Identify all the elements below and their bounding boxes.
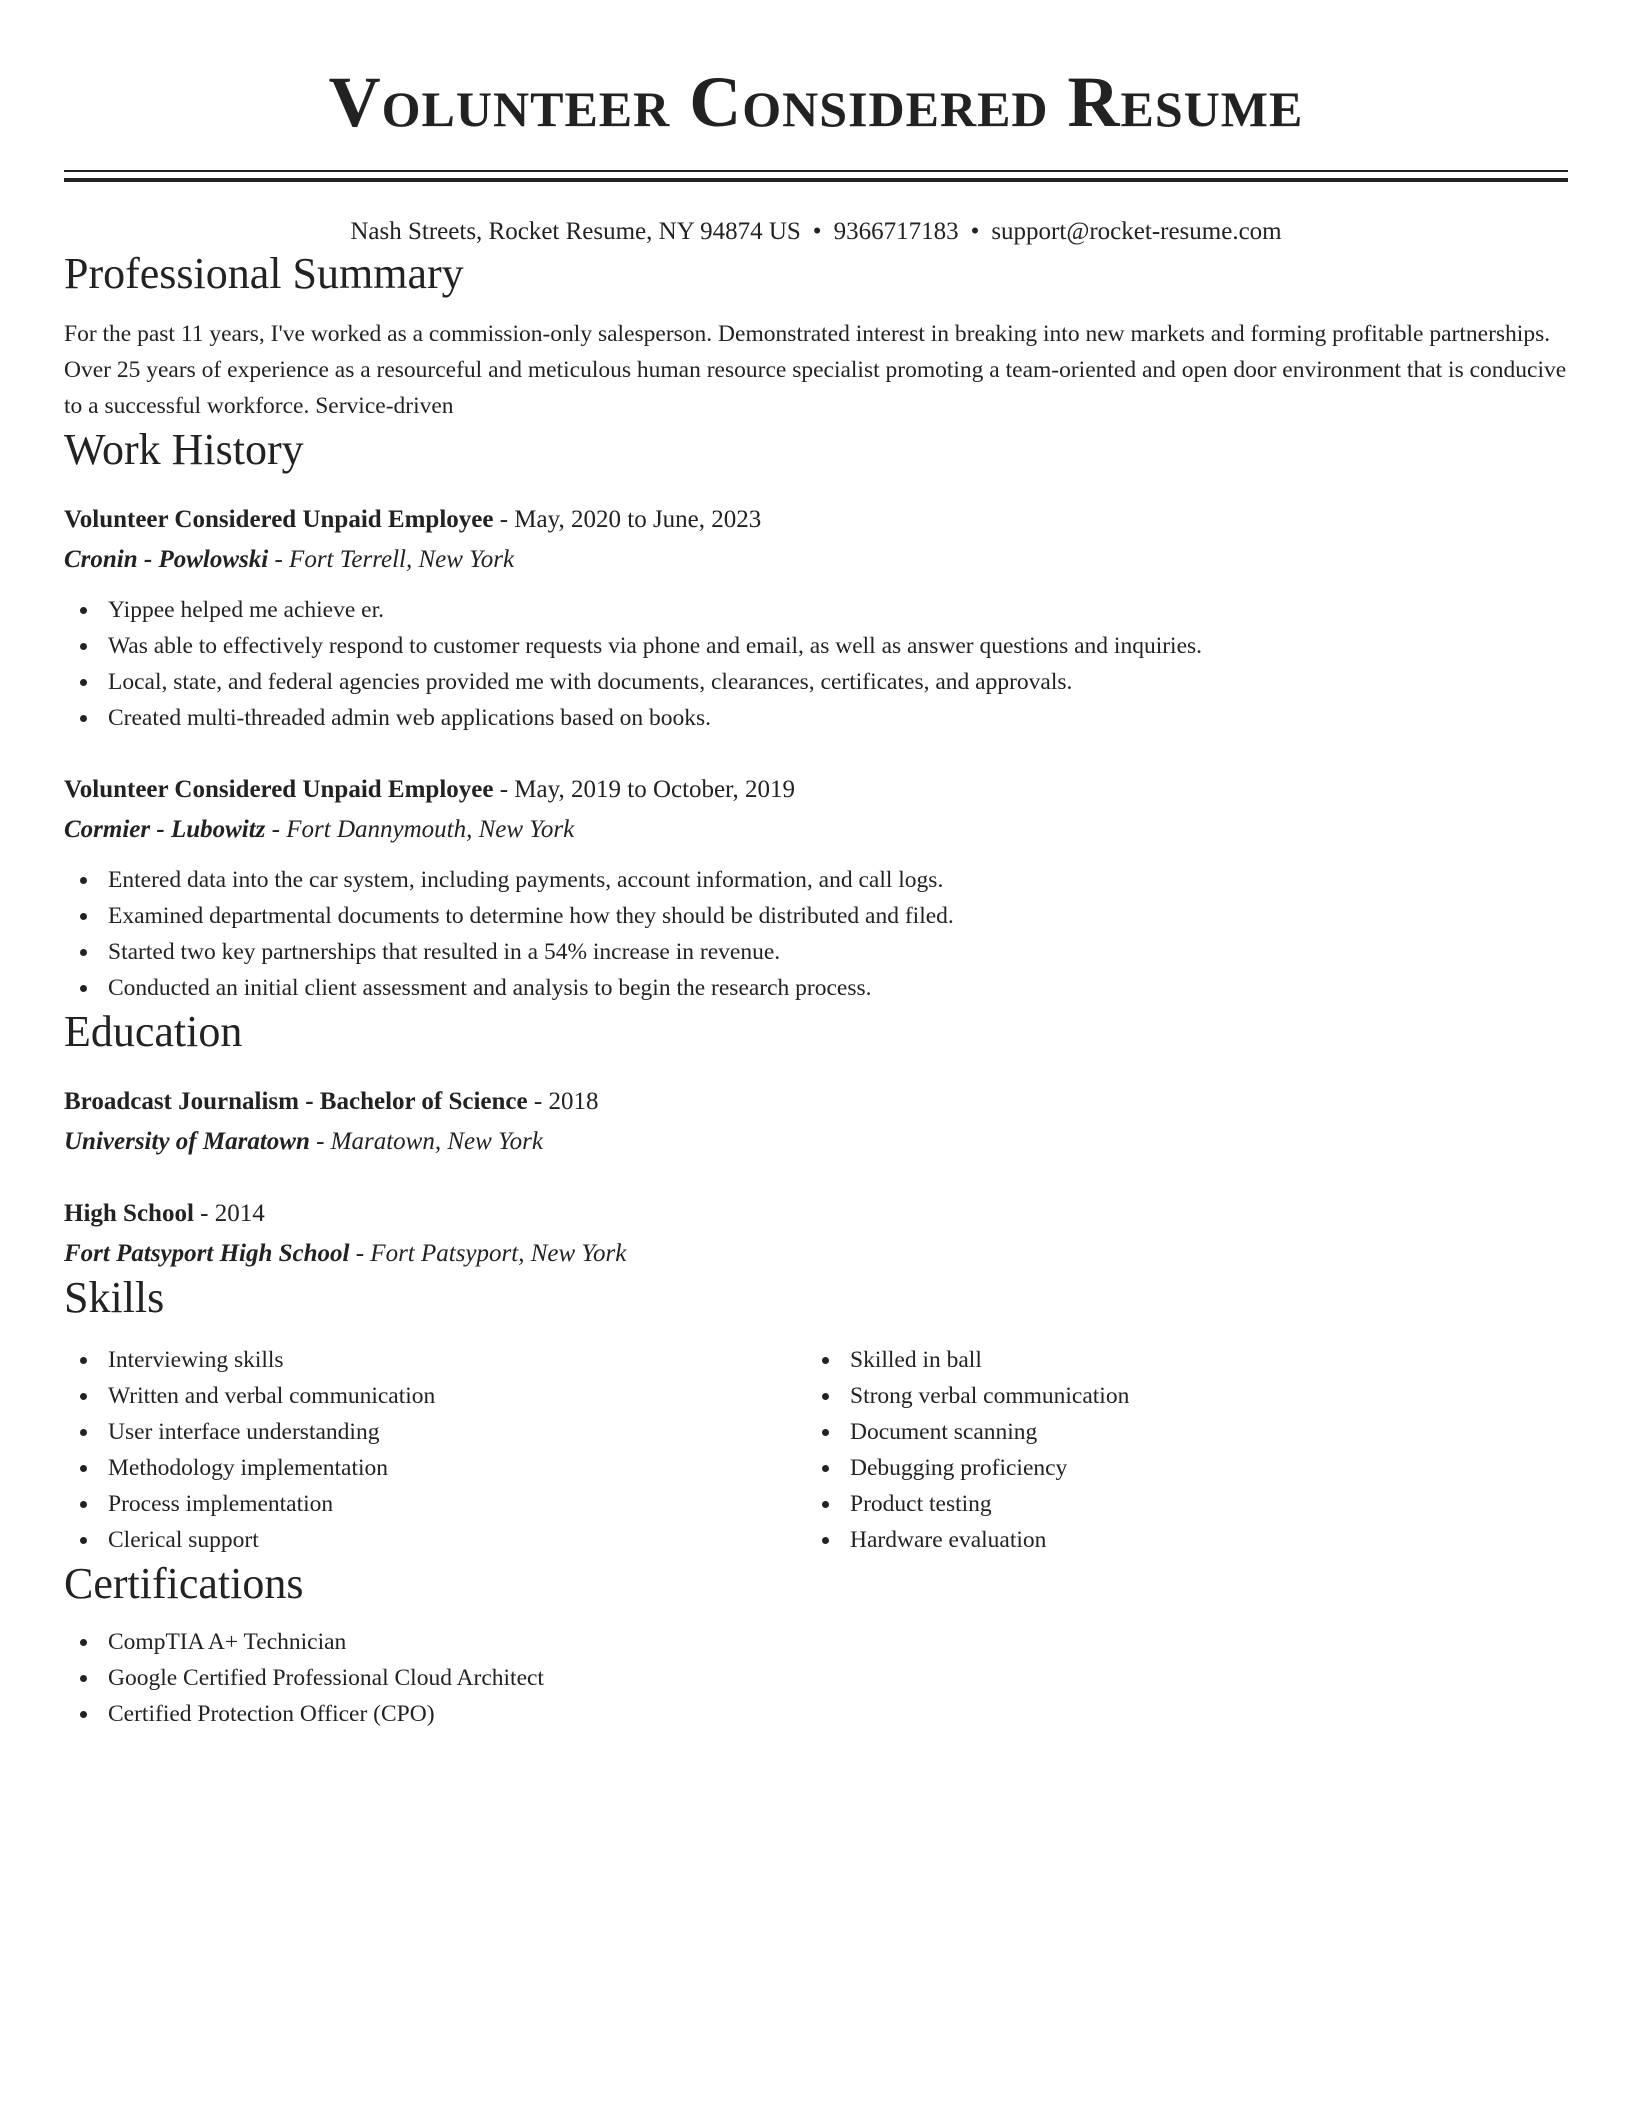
certification-item: CompTIA A+ Technician	[64, 1624, 1568, 1660]
job-title-line	[64, 502, 1568, 538]
job-entry	[64, 502, 1568, 736]
degree-line	[64, 1196, 1568, 1232]
job-bullets	[64, 862, 1568, 1006]
certifications-heading: Certifications	[64, 1559, 304, 1608]
job-entry	[64, 772, 1568, 1006]
degree-year: - 2018	[527, 1088, 599, 1115]
skill-item: Skilled in ball	[806, 1342, 1548, 1378]
skill-item: Methodology implementation	[64, 1450, 806, 1486]
skill-item: Written and verbal communication	[64, 1378, 806, 1414]
contact-email[interactable]: support@rocket-resume.com	[991, 218, 1282, 245]
list-item: Yippee helped me achieve er.	[64, 592, 1568, 628]
job-role: Volunteer Considered Unpaid Employee	[64, 506, 494, 533]
title-divider-thick	[64, 178, 1568, 182]
list-item: Conducted an initial client assessment and analysis to begin the research process.	[64, 970, 1568, 1006]
job-company-line	[64, 812, 1568, 848]
skill-item: Strong verbal communication	[806, 1378, 1548, 1414]
skill-item: User interface understanding	[64, 1414, 806, 1450]
degree-year: - 2014	[193, 1200, 265, 1227]
skill-item: Process implementation	[64, 1486, 806, 1522]
school-location: - Fort Patsyport, New York	[349, 1240, 627, 1267]
skill-item: Product testing	[806, 1486, 1548, 1522]
degree-name: Broadcast Journalism - Bachelor of Science	[64, 1088, 528, 1115]
certification-item: Certified Protection Officer (CPO)	[64, 1696, 1568, 1732]
job-title-line	[64, 772, 1568, 808]
summary-heading: Professional Summary	[64, 249, 464, 298]
work-history-heading: Work History	[64, 425, 304, 474]
school-name: Fort Patsyport High School	[64, 1240, 350, 1267]
list-item: Created multi-threaded admin web applications based on books.	[64, 700, 1568, 736]
list-item: Examined departmental documents to determine how they should be distributed and filed.	[64, 898, 1568, 934]
list-item: Was able to effectively respond to customer requests via phone and email, as well as answer questions and inquiries.	[64, 628, 1568, 664]
skill-item: Clerical support	[64, 1522, 806, 1558]
title-divider-thin	[64, 170, 1568, 172]
list-item: Started two key partnerships that resulted in a 54% increase in revenue.	[64, 934, 1568, 970]
job-dates: - May, 2019 to October, 2019	[493, 776, 795, 803]
job-bullets	[64, 592, 1568, 736]
degree-line	[64, 1084, 1568, 1120]
skill-item: Document scanning	[806, 1414, 1548, 1450]
skill-item: Debugging proficiency	[806, 1450, 1548, 1486]
job-role: Volunteer Considered Unpaid Employee	[64, 776, 494, 803]
certification-item: Google Certified Professional Cloud Architect	[64, 1660, 1568, 1696]
certifications-list	[64, 1624, 1568, 1732]
contact-phone: 9366717183	[833, 218, 959, 245]
job-company: Cronin - Powlowski	[64, 546, 269, 573]
school-location: - Maratown, New York	[309, 1128, 543, 1155]
job-location: - Fort Dannymouth, New York	[265, 816, 575, 843]
list-item: Entered data into the car system, including payments, account information, and call logs.	[64, 862, 1568, 898]
job-company-line	[64, 542, 1568, 578]
job-location: - Fort Terrell, New York	[268, 546, 515, 573]
education-heading: Education	[64, 1007, 243, 1056]
skills-heading: Skills	[64, 1273, 165, 1322]
resume-title: Volunteer Considered Resume	[328, 62, 1304, 142]
job-company: Cormier - Lubowitz	[64, 816, 266, 843]
skill-item: Interviewing skills	[64, 1342, 806, 1378]
school-line	[64, 1236, 1568, 1272]
bullet-separator: •	[812, 218, 822, 245]
bullet-separator: •	[970, 218, 980, 245]
education-entry	[64, 1084, 1568, 1160]
summary-text: For the past 11 years, I've worked as a commission-only salesperson. Demonstrated interest in breaking into new markets and forming profitable partnerships. Over 25 years of experience as a resourceful and meticulous human resource specialist promoting a team-oriented and open door environment that is conducive to a successful workforce. Service-driven	[64, 321, 1567, 419]
list-item: Local, state, and federal agencies provided me with documents, clearances, certificates, and approvals.	[64, 664, 1568, 700]
skills-left-column	[64, 1342, 806, 1558]
contact-line	[64, 216, 1568, 248]
school-name: University of Maratown	[64, 1128, 310, 1155]
skills-grid	[64, 1342, 1568, 1558]
contact-address: Nash Streets, Rocket Resume, NY 94874 US	[350, 218, 801, 245]
job-dates: - May, 2020 to June, 2023	[493, 506, 762, 533]
education-entry	[64, 1196, 1568, 1272]
skills-right-column	[806, 1342, 1548, 1558]
school-line	[64, 1124, 1568, 1160]
skill-item: Hardware evaluation	[806, 1522, 1548, 1558]
degree-name: High School	[64, 1200, 194, 1227]
